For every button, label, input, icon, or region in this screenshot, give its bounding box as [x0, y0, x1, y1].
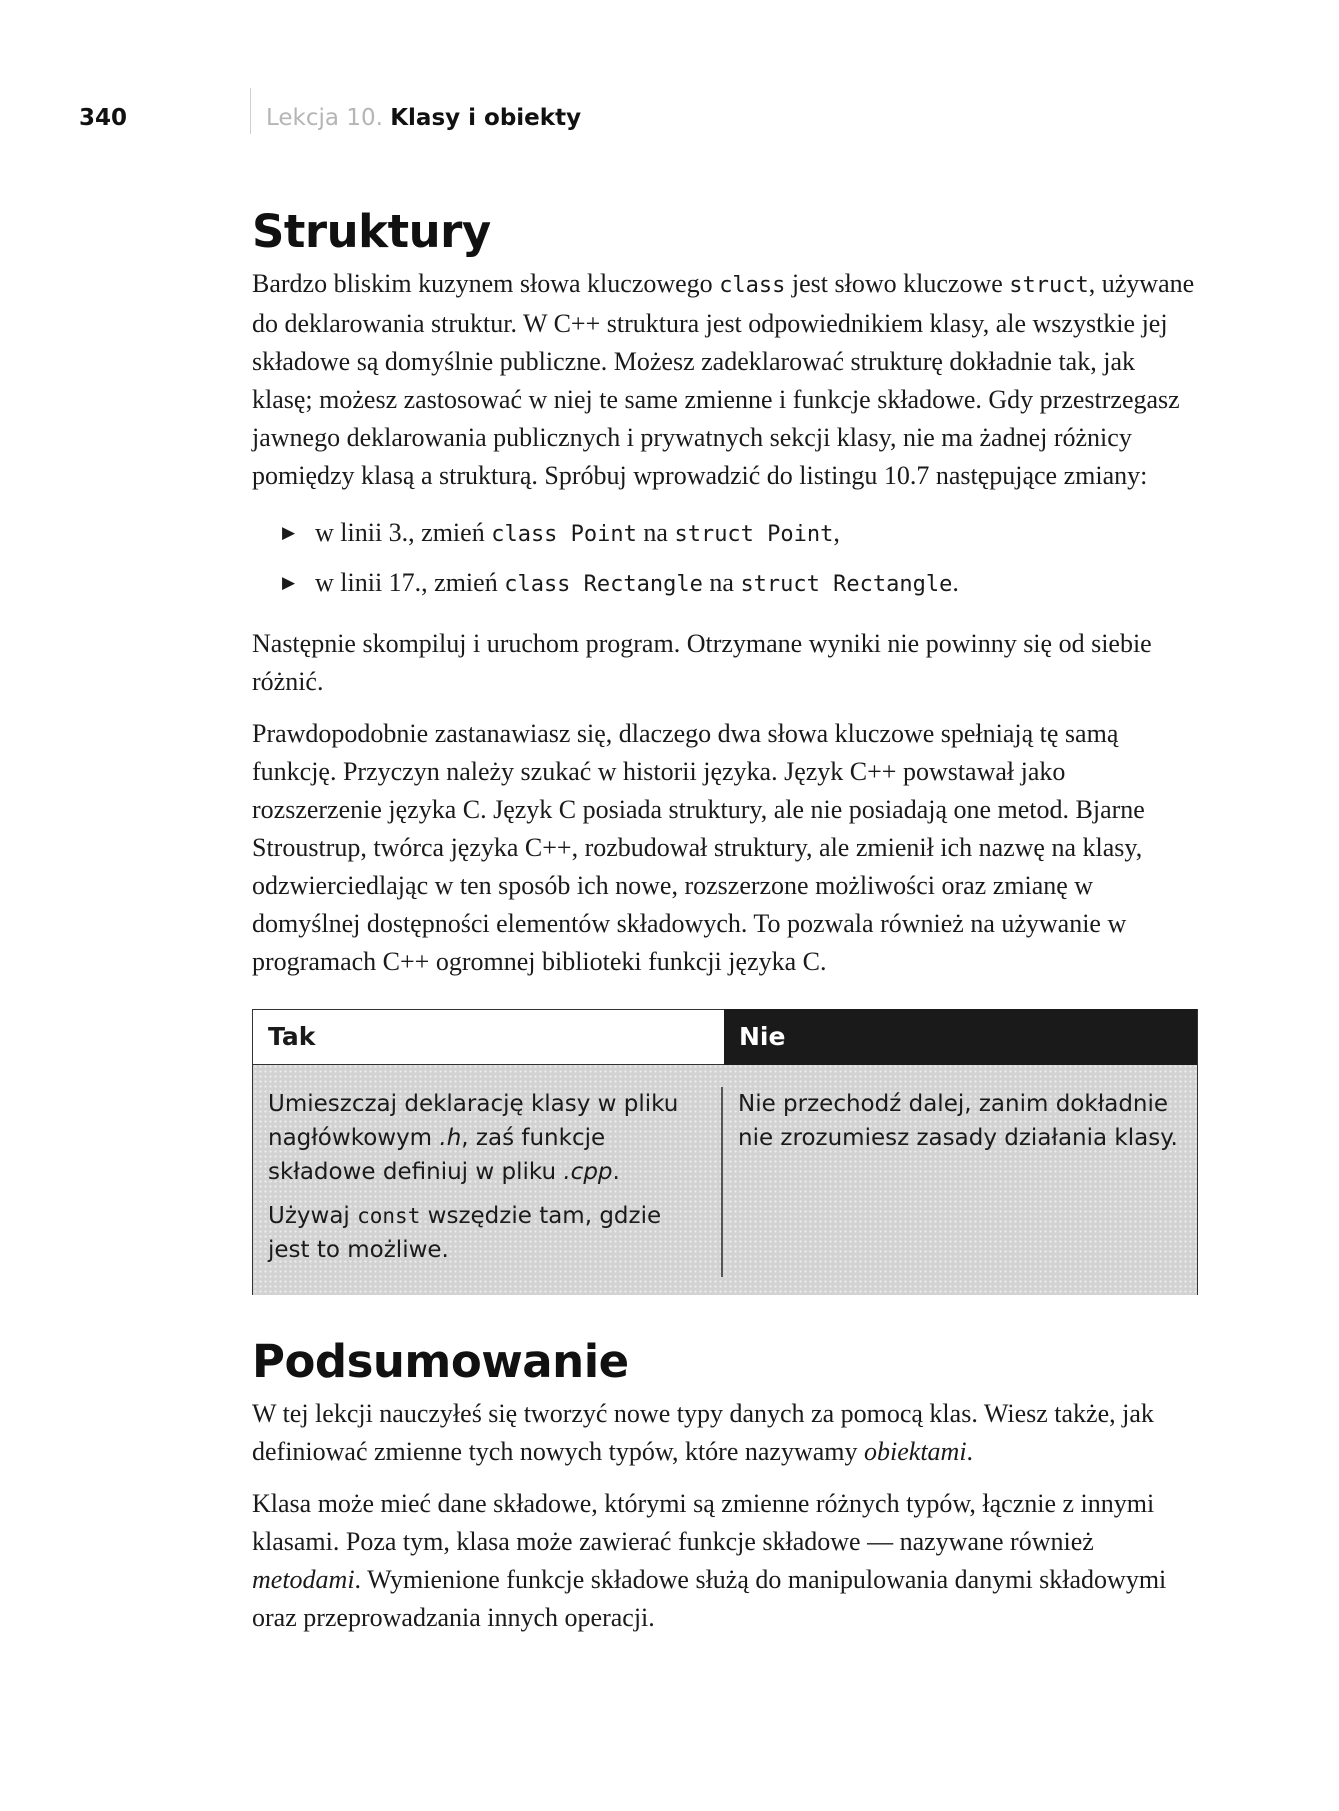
text-run: . [966, 1437, 974, 1466]
bullet-arrow-icon: ▶ [282, 523, 296, 542]
dont-column [723, 1087, 1197, 1277]
change-list [252, 509, 1196, 609]
list-item [252, 559, 1196, 609]
running-head [266, 105, 581, 131]
code-struct: struct [1009, 273, 1089, 298]
running-header [0, 88, 1339, 138]
text-run: . [612, 1159, 620, 1185]
code-snippet: struct Point [674, 522, 834, 547]
paragraph-summary-2 [252, 1485, 1196, 1637]
do-column [253, 1087, 723, 1277]
file-ext-cpp: .cpp [563, 1159, 613, 1185]
lesson-label: Lekcja 10. [266, 105, 383, 131]
header-divider [250, 88, 251, 134]
page-number: 340 [79, 105, 128, 131]
do-item [268, 1199, 709, 1267]
text-run: w linii 3., zmień [315, 518, 492, 547]
term-metodami: metodami [252, 1565, 355, 1594]
text-run: . Wymienione funkcje składowe służą do manipulowania danymi składowymi oraz przeprowadzania innych operacji. [252, 1565, 1167, 1632]
do-dont-header [253, 1009, 1197, 1065]
code-const: const [357, 1204, 421, 1228]
text-run: Bardzo bliskim kuzynem słowa kluczowego [252, 269, 720, 298]
text-run: wszędzie tam, gdzie jest to możliwe. [268, 1203, 662, 1263]
text-run: . [952, 568, 959, 597]
do-dont-body [253, 1065, 1197, 1295]
code-class: class [719, 273, 786, 298]
code-snippet: class Point [491, 522, 637, 547]
do-header: Tak [253, 1009, 724, 1065]
text-run: Klasa może mieć dane składowe, którymi są zmienne różnych typów, łącznie z innymi klasami. Poza tym, klasa może zawierać funkcje składowe — nazywane również [252, 1489, 1155, 1556]
do-dont-box [252, 1009, 1198, 1295]
text-run: w linii 17., zmień [315, 568, 505, 597]
paragraph-summary-1 [252, 1395, 1196, 1471]
paragraph-struct-intro [252, 265, 1196, 495]
chapter-title: Klasy i obiekty [390, 105, 582, 131]
page-content [252, 205, 1196, 1651]
dont-header: Nie [724, 1009, 1197, 1065]
code-snippet: class Rectangle [504, 572, 703, 597]
section-heading-podsumowanie: Podsumowanie [252, 1335, 629, 1388]
text-run: na [702, 568, 741, 597]
text-run: jest słowo kluczowe [785, 269, 1010, 298]
term-obiektami: obiektami [864, 1437, 967, 1466]
text-run: , zaś funkcje składowe definiuj w pliku [268, 1125, 606, 1185]
list-item [252, 509, 1196, 559]
text-run: , [833, 518, 840, 547]
paragraph-history: Prawdopodobnie zastanawiasz się, dlaczego dwa słowa kluczowe spełniają tę samą funkcję. Przyczyn należy szukać w historii języka. Język C++ powstawał jako rozszerzenie języka C. Język C posiada struktury, ale nie posiadają one metod. Bjarne Stroustrup, twórca języka C++, rozbudował struktury, ale zmienił ich nazwę na klasy, odzwierciedlając w ten sposób ich nowe, rozszerzone możliwości oraz zmianę w domyślnej dostępności elementów składowych. To pozwala również na używanie w programach C++ ogromnej biblioteki funkcji języka C. [252, 719, 1145, 976]
file-ext-h: .h [439, 1125, 462, 1151]
dont-item: Nie przechodź dalej, zanim dokładnie nie zrozumiesz zasady działania klasy. [738, 1091, 1178, 1151]
text-run: na [636, 518, 675, 547]
do-item [268, 1087, 709, 1189]
bullet-arrow-icon: ▶ [282, 573, 296, 592]
text-run: , używane do deklarowania struktur. W C++ struktura jest odpowiednikiem klasy, ale wszystkie jej składowe są domyślnie publiczne. Możesz zadeklarować strukturę dokładnie tak, jak klasę; możesz zastosować w niej te same zmienne i funkcje składowe. Gdy przestrzegasz jawnego deklarowania publicznych i prywatnych sekcji klasy, nie ma żadnej różnicy pomiędzy klasą a strukturą. Spróbuj wprowadzić do listingu 10.7 następujące zmiany: [252, 269, 1195, 490]
code-snippet: struct Rectangle [740, 572, 953, 597]
paragraph-compile: Następnie skompiluj i uruchom program. Otrzymane wyniki nie powinny się od siebie różnić. [252, 629, 1152, 696]
text-run: Umieszczaj deklarację klasy w pliku nagłówkowym [268, 1091, 679, 1151]
section-heading-struktury: Struktury [252, 205, 491, 258]
text-run: Używaj [268, 1203, 358, 1229]
text-run: W tej lekcji nauczyłeś się tworzyć nowe typy danych za pomocą klas. Wiesz także, jak definiować zmienne tych nowych typów, które nazywamy [252, 1399, 1154, 1466]
